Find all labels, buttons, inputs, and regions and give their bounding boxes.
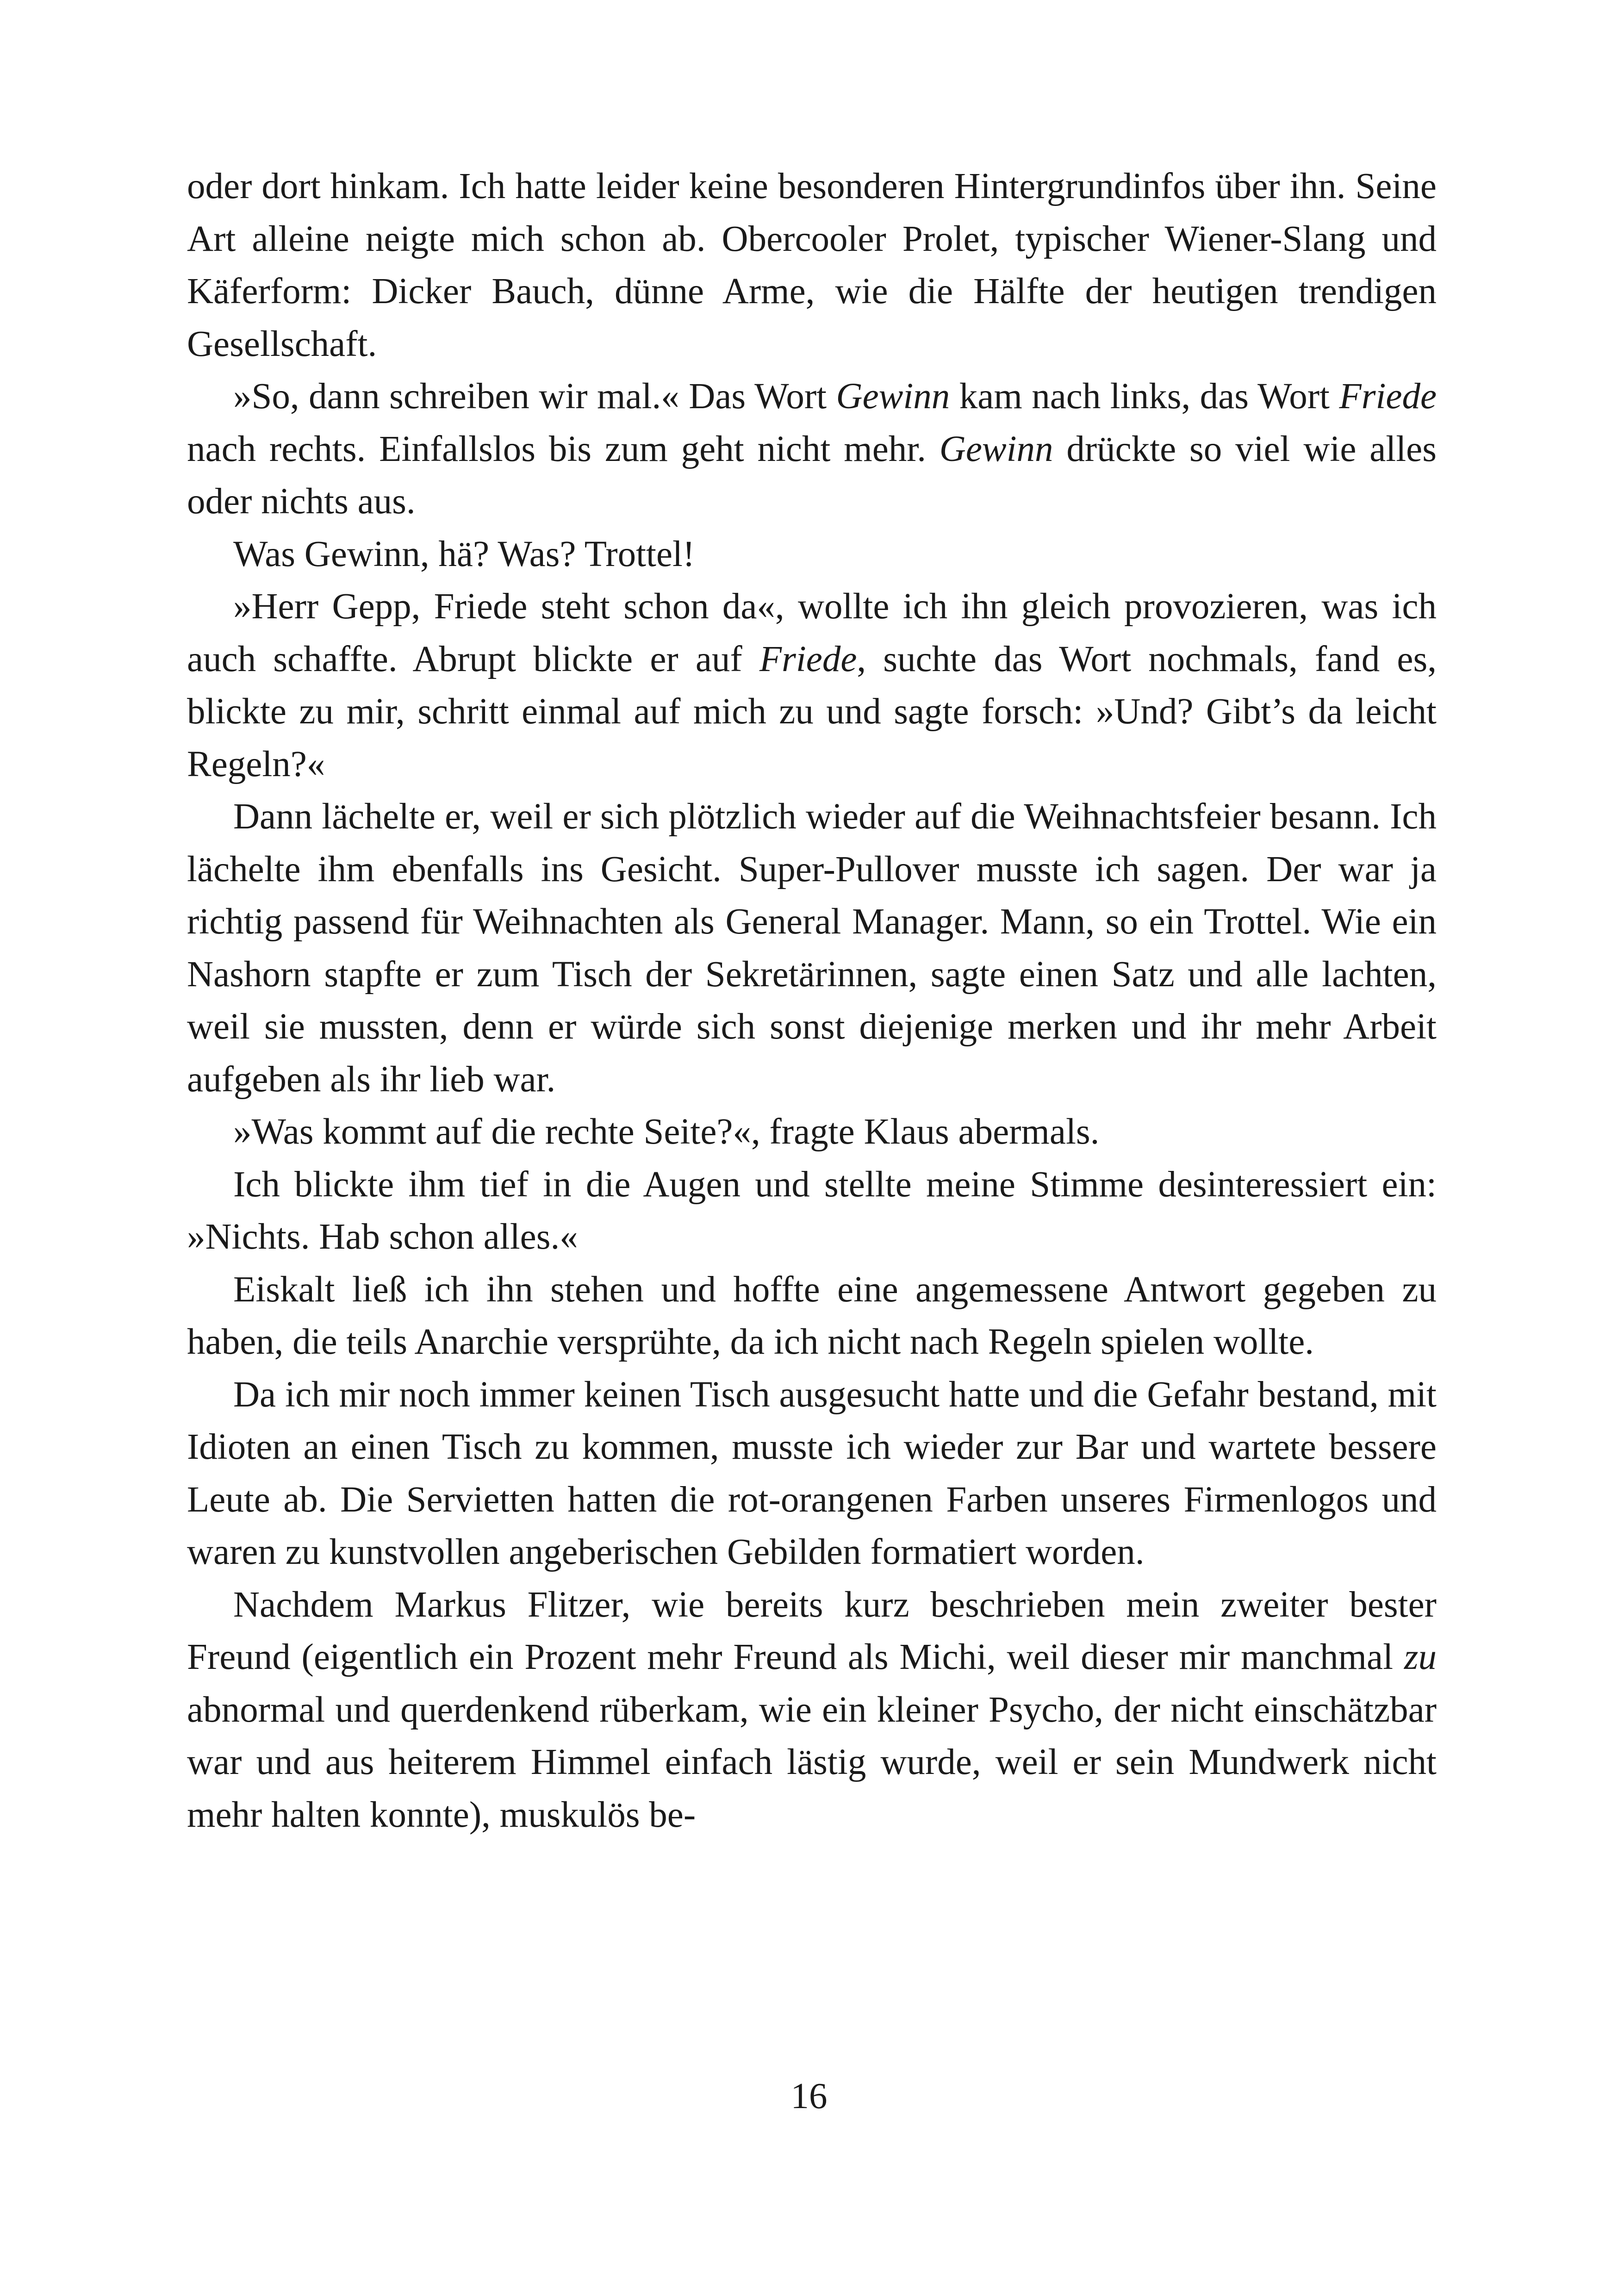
paragraph-text: Ich blickte ihm tief in die Augen und stellte meine Stimme desinteressiert ein: »Nichts. Hab schon alles.« (187, 1164, 1437, 1257)
paragraph-text: Nachdem Markus Flitzer, wie bereits kurz beschrieben mein zweiter bester Freund (eigentlich ein Prozent mehr Freund als Michi, weil dieser mir manchmal (187, 1584, 1437, 1677)
paragraph-text: »Herr Gepp, Friede steht schon da«, wollte ich ihn gleich provozieren, was ich auch schaffte. Abrupt blickte er auf (187, 586, 1437, 679)
paragraph-text: , suchte das Wort nochmals, fand es, blickte zu mir, schritt einmal auf mich zu und sagte forsch: »Und? Gibt’s da leicht Regeln?« (187, 639, 1437, 784)
emphasized-text: Friede (759, 639, 857, 679)
emphasized-text: Friede (1339, 376, 1437, 417)
paragraph (187, 1579, 1437, 1842)
emphasized-text: Gewinn (939, 429, 1053, 469)
emphasized-text: zu (1404, 1637, 1437, 1677)
paragraph-text: nach rechts. Einfallslos bis zum geht nicht mehr. (187, 429, 940, 469)
paragraph (187, 1158, 1437, 1263)
body-text (187, 160, 1437, 1841)
paragraph-text: drückte so viel wie alles oder nichts aus. (187, 429, 1437, 522)
paragraph (187, 1106, 1437, 1158)
paragraph (187, 1263, 1437, 1369)
paragraph-text: Eiskalt ließ ich ihn stehen und hoffte eine angemessene Antwort gegeben zu haben, die teils Anarchie versprühte, da ich nicht nach Regeln spielen wollte. (187, 1269, 1437, 1362)
paragraph-text: kam nach links, das Wort (950, 376, 1339, 417)
emphasized-text: Gewinn (836, 376, 950, 417)
paragraph (187, 370, 1437, 528)
paragraph-text: Was Gewinn, hä? Was? Trottel! (233, 534, 695, 574)
paragraph (187, 580, 1437, 790)
paragraph-text: Da ich mir noch immer keinen Tisch ausgesucht hatte und die Gefahr bestand, mit Idioten an einen Tisch zu kommen, musste ich wieder zur Bar und wartete bessere Leute ab. Die Servietten hatten die rot-orangenen Farben unseres Firmenlogos und waren zu kunstvollen angeberischen Gebilden formatiert worden. (187, 1374, 1437, 1572)
paragraph (187, 790, 1437, 1106)
paragraph-text: Dann lächelte er, weil er sich plötzlich wieder auf die Weihnachtsfeier besann. Ich lächelte ihm ebenfalls ins Gesicht. Super-Pullover musste ich sagen. Der war ja richtig passend für Weihnachten als General Manager. Mann, so ein Trottel. Wie ein Nashorn stapfte er zum Tisch der Sekretärinnen, sagte einen Satz und alle lachten, weil sie mussten, denn er würde sich sonst diejenige merken und ihr mehr Arbeit aufgeben als ihr lieb war. (187, 796, 1437, 1100)
paragraph (187, 160, 1437, 370)
paragraph-text: »Was kommt auf die rechte Seite?«, fragte Klaus abermals. (233, 1112, 1100, 1152)
paragraph (187, 1369, 1437, 1579)
paragraph-text: oder dort hinkam. Ich hatte leider keine besonderen Hintergrundinfos über ihn. Seine Art alleine neigte mich schon ab. Obercooler Prolet, typischer Wiener-Slang und Käferform: Dicker Bauch, dünne Arme, wie die Hälfte der heutigen trendigen Gesellschaft. (187, 166, 1437, 364)
paragraph-text: »So, dann schreiben wir mal.« Das Wort (233, 376, 836, 417)
paragraph-text: abnormal und querdenkend rüberkam, wie ein kleiner Psycho, der nicht einschätzbar war und aus heiterem Himmel einfach lästig wurde, weil er sein Mundwerk nicht mehr halten konnte), muskulös be- (187, 1689, 1437, 1835)
page-number: 16 (790, 2076, 828, 2116)
paragraph (187, 528, 1437, 581)
